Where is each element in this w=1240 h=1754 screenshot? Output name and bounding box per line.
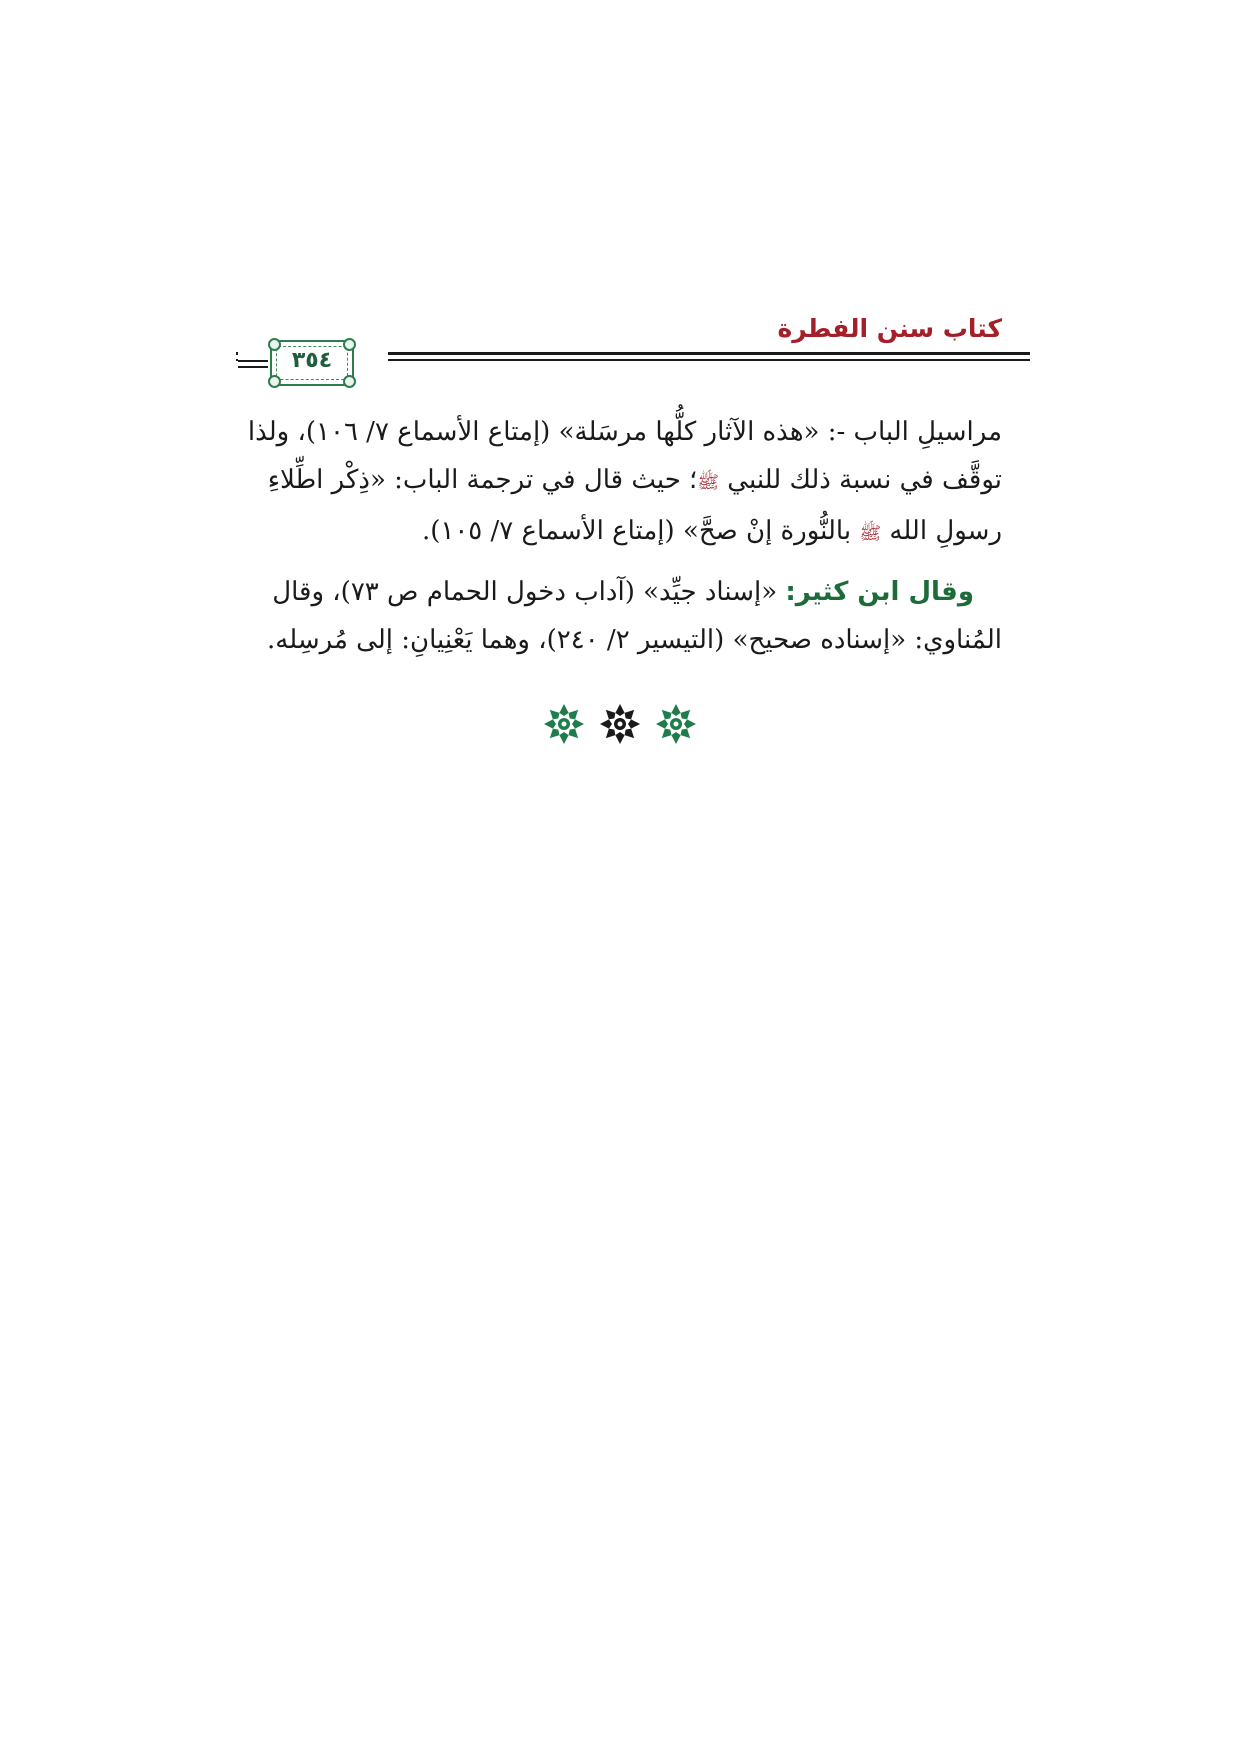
text-line: مراسيلِ الباب -: «هذه الآثار كلُّها مرسَلة» (إمتاع الأسماع ٧/ ١٠٦)، ولذا <box>247 417 1002 447</box>
paragraph-1 <box>236 408 1002 558</box>
text-fragment: رسولِ الله <box>881 516 1002 546</box>
page-number: ٣٥٤ <box>291 348 333 373</box>
badge-frame <box>270 340 354 386</box>
star-ornament-icon <box>542 702 586 746</box>
text-fragment: ؛ حيث قال في ترجمة الباب: «ذِكْر اطِّلاءِ <box>267 465 698 495</box>
text-line: المُناوي: «إسناده صحيح» (التيسير ٢/ ٢٤٠)، وهما يَعْنِيانِ: إلى مُرسِله. <box>267 625 1002 655</box>
salawat-icon: ﷺ <box>859 523 882 544</box>
speaker-label: وقال ابن كثير: <box>785 577 974 607</box>
text-fragment: «إسناد جيِّد» (آداب دخول الحمام ص ٧٣)، وقال <box>272 577 786 607</box>
page-number-badge <box>238 340 388 386</box>
star-ornament-icon <box>654 702 698 746</box>
badge-rule-top <box>238 360 268 362</box>
main-text <box>236 408 1002 664</box>
paragraph-2 <box>236 568 1002 664</box>
section-end-ornaments <box>0 702 1240 748</box>
badge-rule-bottom <box>238 366 268 368</box>
text-fragment: توقَّف في نسبة ذلك للنبي <box>719 465 1002 495</box>
text-fragment: بالنُّورة إنْ صحَّ» (إمتاع الأسماع ٧/ ١٠٥). <box>421 516 860 546</box>
badge-corner-ornament <box>268 375 281 388</box>
salawat-icon: ﷺ <box>697 472 720 493</box>
badge-corner-ornament <box>343 375 356 388</box>
book-title: كتاب سنن الفطرة <box>777 314 1002 343</box>
star-ornament-icon <box>598 702 642 746</box>
